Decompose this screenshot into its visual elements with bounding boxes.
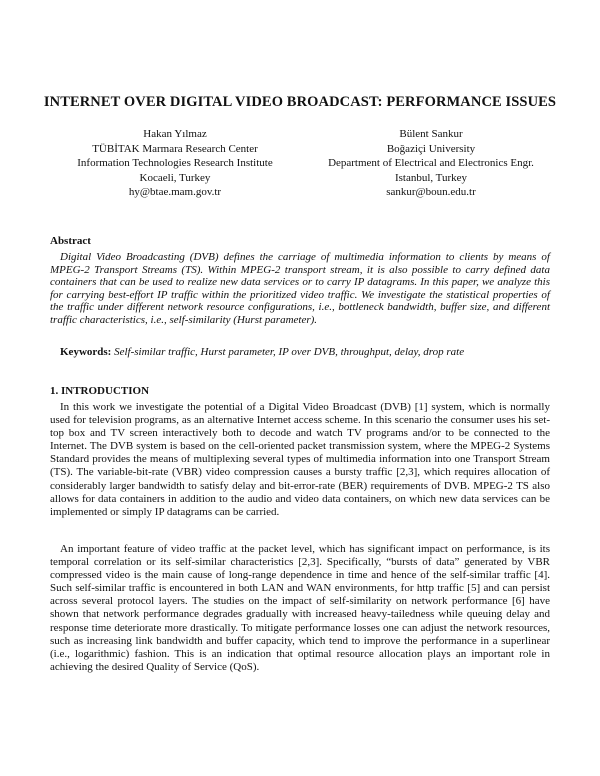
author-name: Hakan Yılmaz	[143, 128, 207, 140]
author-department: Information Technologies Research Institute	[77, 157, 273, 170]
keywords-line	[60, 346, 550, 359]
author-block-2	[300, 127, 562, 200]
author-organization: TÜBİTAK Marmara Research Center	[92, 142, 258, 155]
keywords-text: Self-similar traffic, Hurst parameter, IP over DVB, throughput, delay, drop rate	[114, 346, 465, 358]
author-location: Kocaeli, Turkey	[139, 171, 211, 184]
author-email: hy@btae.mam.gov.tr	[128, 186, 222, 199]
author-block-1	[44, 127, 306, 200]
author-organization: Boğaziçi University	[386, 142, 476, 155]
body-paragraph: An important feature of video traffic at the packet level, which has significant impact on performance, is its temporal correlation or its self-similar characteristics [2,3]. Specifically, “bursts of data” generated by VBR compressed video is the main cause of long-range dependence in time and hence of the self-similar traffic [4]. Such self-similar traffic is encountered in both LAN and WAN environments, for http traffic [5] and can persist across several protocol layers. The studies on the impact of self-similarity on network performance [6] have shown that network performance degrades gradually with increased heavy-tailedness while queuing delay and response time deteriorate more drastically. To mitigate performance losses one can adjust the network resources, such as increasing link bandwidth and buffer capacity, which tend to improve the performance in a superlinear (i.e., logarithmic) fashion. This is an indication that optimal resource allocation plays an important role in achieving the desired Quality of Service (QoS).	[50, 543, 550, 673]
author-name: Bülent Sankur	[399, 128, 463, 140]
author-location: Istanbul, Turkey	[394, 171, 468, 184]
author-email: sankur@boun.edu.tr	[386, 186, 476, 199]
author-department: Department of Electrical and Electronics Engr.	[328, 157, 534, 170]
body-paragraph: In this work we investigate the potential of a Digital Video Broadcast (DVB) [1] system, which is normally used for television programs, as an alternative Internet access scheme. In this scenario the consumer uses his set-top box and TV screen interactively both to decode and watch TV programs and/or to be connected to the Internet. The DVB system is based on the cell-oriented packet transmission system, where the MPEG-2 Systems Standard provides the means of multiplexing several types of multimedia information into one Transport Stream (TS). The variable-bit-rate (VBR) video compression causes a bursty traffic [2,3], which requires allocation of considerably larger bandwidth to satisfy delay and bit-error-rate (BER) requirements of DVB. MPEG-2 TS also allows for data containers in addition to the audio and video data containers, on which new data services can be implemented or simply IP datagrams can be carried.	[50, 401, 550, 518]
abstract-text: Digital Video Broadcasting (DVB) defines the carriage of multimedia information to clients by means of MPEG-2 Transport Streams (TS). Within MPEG-2 transport stream, it is also possible to carry defined data containers that can be used to realize new data services or to carry IP datagrams. In this paper, we analyze this for carrying best-effort IP traffic within the prioritized video traffic. We investigate the statistical properties of the traffic under different network resource configurations, i.e., bottleneck bandwidth, buffer size, and different traffic characteristics, i.e., self-similarity (Hurst parameter).	[50, 251, 550, 326]
keywords-label: Keywords:	[60, 346, 112, 358]
section-heading-introduction: 1. INTRODUCTION	[50, 385, 150, 397]
abstract-heading: Abstract	[50, 235, 91, 247]
paper-title: INTERNET OVER DIGITAL VIDEO BROADCAST: PERFORMANCE ISSUES	[43, 94, 557, 110]
